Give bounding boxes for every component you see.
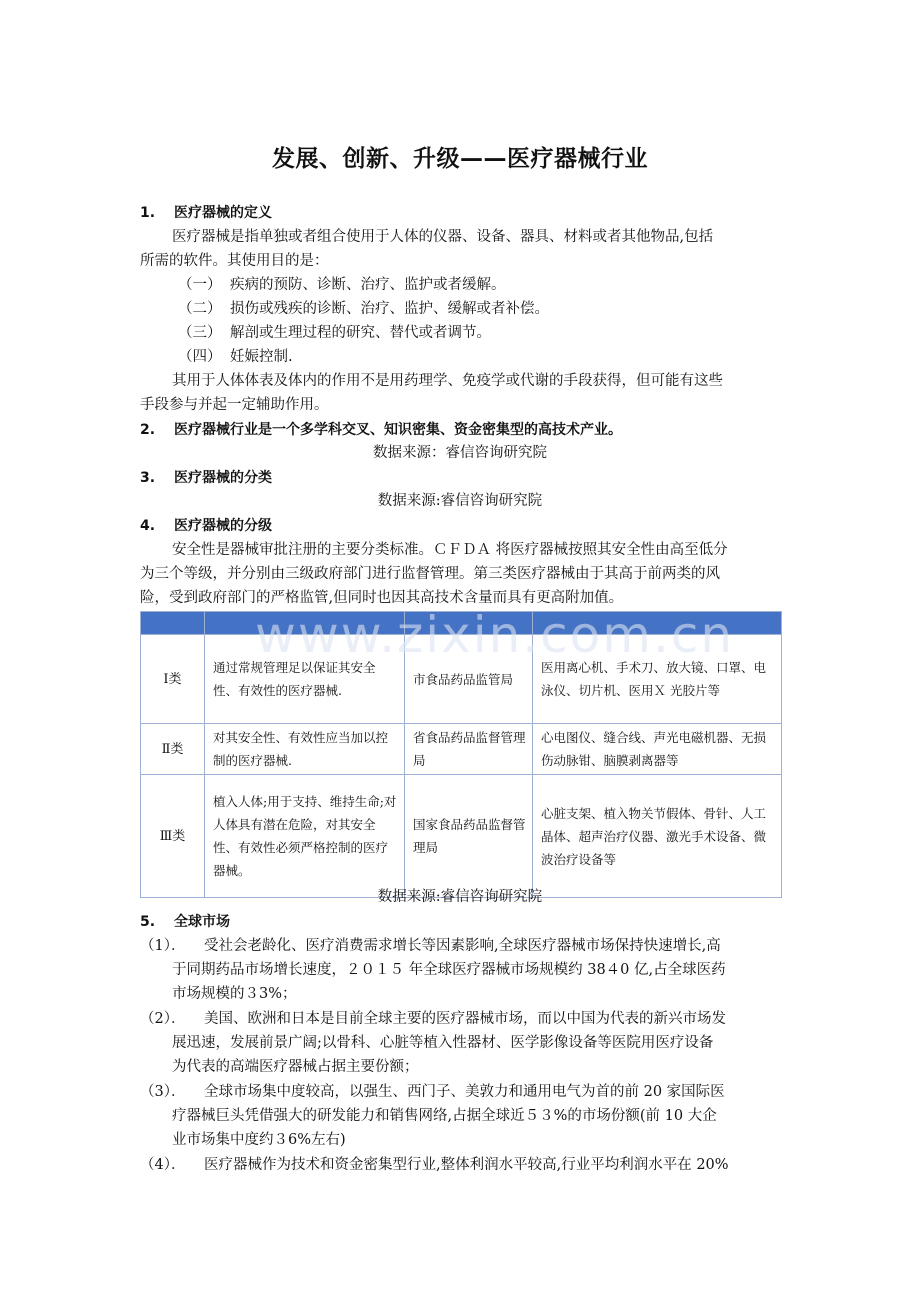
market-item-number: （2）． (140, 1011, 186, 1027)
market-item-text: 于同期药品市场增长速度，２０１５ 年全球医疗器械市场规模约 38４0 亿,占全球医药 (172, 962, 726, 978)
section-1-title: 医疗器械的定义 (174, 205, 272, 221)
purpose-item-number: （三） (178, 325, 222, 341)
description-cell: 植入人体;用于支持、维持生命;对人体具有潜在危险，对其安全性、有效性必须严格控制的医疗器械。 (205, 775, 405, 898)
purpose-item-text: 妊娠控制. (230, 349, 293, 365)
class-cell: Ⅲ类 (141, 775, 205, 898)
section-2-heading (140, 420, 622, 440)
section-5-title: 全球市场 (174, 914, 230, 930)
definition-line-1: 医疗器械是指单独或者组合使用于人体的仪器、设备、器具、材料或者其他物品,包括 (172, 229, 714, 245)
market-item-line (140, 936, 721, 956)
market-item-line (140, 1082, 725, 1102)
purpose-item-text: 损伤或残疾的诊断、治疗、监护、缓解或者补偿。 (230, 301, 549, 317)
section-2-title: 医疗器械行业是一个多学科交叉、知识密集、资金密集型的高技术产业。 (174, 422, 622, 438)
table-row (141, 724, 782, 775)
market-item-text: 展迅速，发展前景广阔;以骨科、心脏等植入性器材、医学影像设备等医院用医疗设备 (172, 1035, 714, 1051)
section-1-number: 1. (140, 205, 156, 221)
market-item-text: 市场规模的３3%； (172, 986, 297, 1002)
description-cell: 对其安全性、有效性应当加以控制的医疗器械. (205, 724, 405, 775)
section-5-heading (140, 912, 230, 932)
section-3-title: 医疗器械的分类 (174, 470, 272, 486)
department-cell: 市食品药品监管局 (405, 635, 533, 724)
department-cell: 国家食品药品监督管理局 (405, 775, 533, 898)
section-4-title: 医疗器械的分级 (174, 518, 272, 534)
description-cell: 通过常规管理足以保证其安全性、有效性的医疗器械. (205, 635, 405, 724)
purpose-item-number: （一） (178, 277, 222, 293)
data-source-caption: 数据来源:睿信咨询研究院 (377, 493, 543, 509)
market-item-number: （4）． (140, 1157, 186, 1173)
section-3-heading (140, 468, 272, 488)
grading-line-2: 为三个等级，并分别由三级政府部门进行监督管理。第三类医疗器械由于其高于前两类的风 (140, 566, 720, 582)
market-item-text: 全球市场集中度较高，以强生、西门子、美敦力和通用电气为首的前 20 家国际医 (204, 1084, 725, 1100)
market-item-number: （1）． (140, 938, 186, 954)
data-source-caption: 数据来源：睿信咨询研究院 (373, 445, 547, 461)
class-cell: Ⅱ类 (141, 724, 205, 775)
watermark-text: www.zixin.com.cn (255, 606, 735, 664)
purpose-item (178, 275, 506, 295)
market-item-text: 为代表的高端医疗器械占据主要份额； (172, 1059, 419, 1075)
effect-line-1: 其用于人体体表及体内的作用不是用药理学、免疫学或代谢的手段获得，但可能有这些 (172, 373, 723, 389)
purpose-item (178, 299, 549, 319)
market-item-text: 医疗器械作为技术和资金密集型行业,整体利润水平较高,行业平均利润水平在 20% (204, 1157, 729, 1173)
section-5-number: 5. (140, 914, 156, 930)
class-cell: Ⅰ类 (141, 635, 205, 724)
section-4-heading (140, 516, 272, 536)
market-item-line (140, 1155, 729, 1175)
purpose-item-text: 解剖或生理过程的研究、替代或者调节。 (230, 325, 491, 341)
examples-cell: 医用离心机、手术刀、放大镜、口罩、电泳仪、切片机、医用Ｘ 光胶片等 (533, 635, 782, 724)
market-item-text: 美国、欧洲和日本是目前全球主要的医疗器械市场，而以中国为代表的新兴市场发 (204, 1011, 726, 1027)
section-2-number: 2. (140, 422, 156, 438)
table-row (141, 775, 782, 898)
document-title: 发展、创新、升级——医疗器械行业 (272, 146, 648, 172)
grading-line-3: 险，受到政府部门的严格监管,但同时也因其高技术含量而具有更高附加值。 (140, 590, 624, 606)
purpose-item (178, 347, 293, 367)
grading-line-1: 安全性是器械审批注册的主要分类标准。ＣＦＤＡ 将医疗器械按照其安全性由高至低分 (172, 542, 728, 558)
section-3-number: 3. (140, 470, 156, 486)
purpose-item (178, 323, 491, 343)
table-header-cell (141, 612, 205, 635)
section-4-number: 4. (140, 518, 156, 534)
examples-cell: 心电图仪、缝合线、声光电磁机器、无损伤动脉钳、脑膜剥离器等 (533, 724, 782, 775)
market-item-number: （3）． (140, 1084, 186, 1100)
examples-cell: 心脏支架、植入物关节假体、骨针、人工晶体、超声治疗仪器、激光手术设备、微波治疗设备等 (533, 775, 782, 898)
purpose-item-number: （四） (178, 349, 222, 365)
market-item-line (140, 1009, 726, 1029)
market-item-text: 受社会老龄化、医疗消费需求增长等因素影响,全球医疗器械市场保持快速增长,高 (204, 938, 721, 954)
market-item-text: 疗器械巨头凭借强大的研发能力和销售网络,占据全球近５３%的市场份额(前 10 大企 (172, 1108, 717, 1124)
data-source-caption: 数据来源:睿信咨询研究院 (377, 889, 543, 905)
purpose-item-text: 疾病的预防、诊断、治疗、监护或者缓解。 (230, 277, 506, 293)
section-1-heading (140, 203, 272, 223)
purpose-item-number: （二） (178, 301, 222, 317)
market-item-text: 业市场集中度约３6%左右) (172, 1132, 346, 1148)
definition-line-2: 所需的软件。其使用目的是： (140, 253, 329, 269)
department-cell: 省食品药品监督管理局 (405, 724, 533, 775)
effect-line-2: 手段参与并起一定辅助作用。 (140, 397, 329, 413)
